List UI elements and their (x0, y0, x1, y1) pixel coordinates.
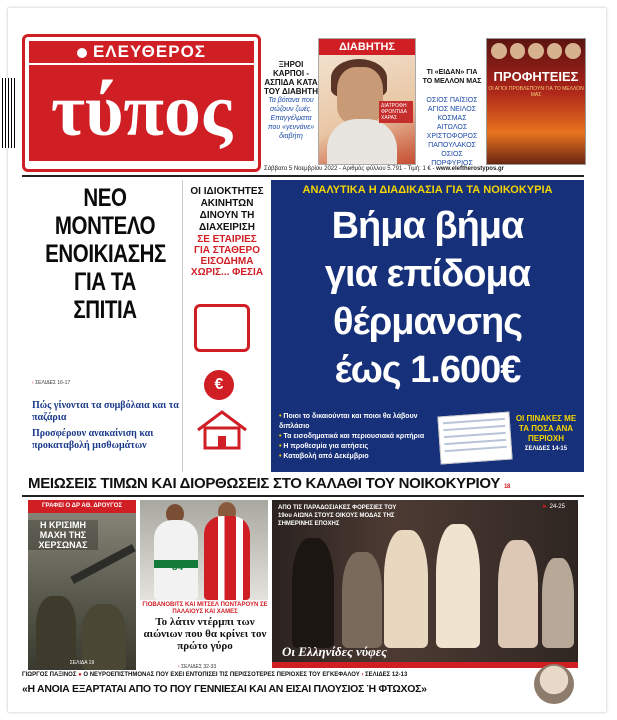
masthead-top-banner (29, 41, 254, 63)
masthead-top-label: ΕΛΕΥΘΕΡΟΣ (92, 42, 207, 61)
soldier-figure (36, 596, 76, 666)
strip-text: ΜΕΙΩΣΕΙΣ ΤΙΜΩΝ ΚΑΙ ΔΙΟΡΘΩΣΕΙΣ ΣΤΟ ΚΑΛΑΘΙ ΤΟΥ ΝΟΙΚΟΚΥΡΙΟΥ (28, 475, 501, 492)
price-cuts-headline (22, 474, 584, 494)
arrow-right-icon: › (361, 672, 364, 678)
kherson-page: ΣΕΛΙΔΑ 19 (69, 660, 95, 666)
magazine-cover (318, 38, 416, 165)
bullet-text: Ποιοι το δικαιούνται και ποιοι θα λάβουν διπλάσιο (279, 413, 418, 430)
kherson-story (28, 500, 136, 670)
heating-allowance-story (271, 180, 584, 472)
story-bullets (279, 412, 439, 462)
promo-diabetes-subtitle: Τα βότανα που σώζουν ζωές. Επαγγέλματα που «γεννάνε» διαβήτη (267, 97, 315, 140)
dress-figure (292, 538, 334, 648)
arrow-right-icon: ► (542, 504, 548, 510)
issue-number: Αριθμός φύλλου 5.791 (342, 166, 403, 172)
story-kicker: ΑΝΑΛΥΤΙΚΑ Η ΔΙΑΔΙΚΑΣΙΑ ΓΙΑ ΤΑ ΝΟΙΚΟΚΥΡΙΑ (302, 184, 553, 196)
house-icon (196, 410, 248, 450)
divider (22, 495, 584, 497)
book-title: ΠΡΟΦΗΤΕΙΕΣ (493, 69, 579, 84)
interview-kicker (22, 672, 512, 678)
headline-line: θέρμανσης (333, 301, 522, 343)
bullet-text: Τα εισοδηματικά και περιουσιακά κριτήρια (283, 433, 425, 440)
dress-figure (342, 552, 382, 648)
bullet-item: • Η προθεσμία για αιτήσεις (279, 443, 369, 450)
issue-date: Σάββατο 5 Νοεμβρίου 2022 (264, 166, 338, 172)
red-underline (272, 662, 578, 668)
lead-subheads (32, 400, 182, 456)
magazine-title: ΔΙΑΒΗΤΗΣ (319, 39, 415, 55)
promo-diabetes-title: ΞΗΡΟΙ ΚΑΡΠΟΙ - ΑΣΠΙΔΑ ΚΑΤΑ ΤΟΥ ΔΙΑΒΗΤΗ (264, 60, 318, 96)
artillery-barrel (70, 544, 136, 584)
bullet-item: • Τα εισοδηματικά και περιουσιακά κριτήρια (279, 433, 425, 440)
newspaper-front-page (8, 8, 606, 712)
dresses-caption: Οι Ελληνίδες νύφες (282, 644, 387, 659)
lead-pages (32, 380, 70, 386)
derby-pages-label: ΣΕΛΙΔΕΣ 32-33 (181, 664, 217, 670)
headline-line: έως 1.600€ (334, 349, 521, 391)
website-link[interactable]: www.eleftherostypos.gr (436, 166, 504, 172)
owners-red-text: ΣΕ ΕΤΑΙΡΙΕΣ ΓΙΑ ΣΤΑΘΕΡΟ ΕΙΣΟΔΗΜΑ ΧΩΡΙΣ... ΦΕΣΙΑ (190, 234, 264, 278)
derby-headline: Το λάτιν ντέρμπι των αιώνιων που θα κρίνει τον πρώτο γύρο (143, 616, 267, 652)
dateline: Σάββατο 5 Νοεμβρίου 2022 - Αριθμός φύλλου 5.791 - Τιμή: 1 € - www.eleftherostypos.gr (264, 166, 504, 172)
book-subtitle: ΟΙ ΑΓΙΟΙ ΠΡΟΒΛΕΠΟΥΝ ΓΙΑ ΤΟ ΜΕΛΛΟΝ ΜΑΣ (488, 86, 584, 98)
strip-page: 18 (503, 484, 511, 490)
bullet-item: • Ποιοι το δικαιούνται και ποιοι θα λάβουν διπλάσιο (279, 413, 418, 430)
dress-figure (542, 558, 574, 648)
caption-text: ΟΙ ΠΙΝΑΚΕΣ ΜΕ ΤΑ ΠΟΣΑ ΑΝΑ ΠΕΡΙΟΧΗ (515, 414, 577, 443)
column-divider (182, 180, 183, 472)
masthead (22, 34, 261, 172)
headline-line: Βήμα βήμα (331, 205, 524, 247)
interview-subject: Ο ΝΕΥΡΟΕΠΙΣΤΗΜΟΝΑΣ ΠΟΥ ΕΧΕΙ ΕΝΤΟΠΙΣΕΙ ΤΙΣ ΠΕΡΙΣΣΟΤΕΡΕΣ ΠΕΡΙΟΧΕΣ ΤΟΥ ΕΓΚΕΦΑΛΟΥ (83, 672, 360, 678)
story-headline (271, 202, 584, 394)
player-red-jersey (204, 516, 250, 600)
dress-figure (436, 524, 480, 648)
lead-pages-label: ΣΕΛΙΔΕΣ 16-17 (35, 380, 71, 386)
interviewee-portrait (534, 664, 574, 704)
promo-prophecies-names: ΟΣΙΟΣ ΠΑΪΣΙΟΣ ΑΓΙΟΣ ΝΕΙΛΟΣ ΚΟΣΜΑΣ ΑΙΤΩΛΟΣ ΧΡΙΣΤΟΦΟΡΟΣ ΠΑΠΟΥΛΑΚΟΣ ΟΣΙΟΣ ΠΟΡΦΥΡΙΟΣ (426, 97, 478, 167)
magazine-badge: ΔΙΑΤΡΟΦΗ ΦΡΟΝΤΙΔΑ ΧΑΡΑΣ (379, 101, 413, 123)
bullet-text: Η προθεσμία για αιτήσεις (283, 443, 369, 450)
saints-portraits (491, 43, 581, 59)
bullet-item: • Καταβολή από Δεκέμβριο (279, 453, 369, 460)
arrow-right-icon: › (178, 664, 180, 670)
lead-subhead: Προσφέρουν ανακαίνιση και προκαταβολή μισθωμάτων (32, 428, 154, 451)
player-green-jersey (154, 520, 198, 600)
kherson-title: Η ΚΡΙΣΙΜΗ ΜΑΧΗ ΤΗΣ ΧΕΡΣΩΝΑΣ (28, 520, 98, 550)
bridal-dresses-story (272, 500, 578, 668)
bullet-text: Καταβολή από Δεκέμβριο (283, 453, 369, 460)
derby-pages (178, 664, 216, 670)
circle-icon (77, 48, 87, 58)
interview-quote: «Η ΑΝΟΙΑ ΕΞΑΡΤΑΤΑΙ ΑΠΟ ΤΟ ΠΟΥ ΓΕΝΝΙΕΣΑΙ ΚΑΙ ΑΝ ΕΙΣΑΙ ΠΛΟΥΣΙΟΣ Ή ΦΤΩΧΟΣ» (22, 683, 427, 695)
owners-headline: ΟΙ ΙΔΙΟΚΤΗΤΕΣ ΑΚΙΝΗΤΩΝ ΔΙΝΟΥΝ ΤΗ ΔΙΑΧΕΙΡΙΣΗ (190, 186, 264, 233)
rates-table-caption (511, 414, 581, 454)
bullet-icon: ● (78, 672, 82, 678)
headline-line: για επίδομα (324, 253, 531, 295)
dress-figure (498, 540, 538, 648)
dresses-pages-label: 24-25 (549, 504, 565, 510)
divider (22, 175, 584, 177)
masthead-logo: τύπος (29, 65, 254, 161)
jersey-number: 34 (172, 562, 184, 573)
hand-key-icon (194, 304, 250, 352)
derby-photo (140, 500, 268, 600)
derby-kicker: ΓΙΟΒΑΝΟΒΙΤΣ ΚΑΙ ΜΙΤΣΕΛ ΠΟΝΤΑΡΟΥΝ ΣΕ ΠΑΛΑΙΟΥΣ ΚΑΙ ΧΑΜΕΣ (142, 602, 268, 615)
cover-model-body (327, 119, 397, 165)
book-cover (486, 38, 586, 165)
issue-price: Τιμή: 1 € (407, 166, 431, 172)
interview-pages: ΣΕΛΙΔΕΣ 12-13 (365, 672, 408, 678)
lead-subhead: Πώς γίνονται τα συμβόλαια και τα παζάρια (32, 400, 179, 423)
dresses-pages (542, 504, 565, 510)
arrow-right-icon: › (32, 380, 34, 386)
rates-table-image (437, 412, 512, 465)
euro-coin-icon: € (204, 370, 234, 400)
promo-prophecies-title: ΤΙ «ΕΙΔΑΝ» ΓΙΑ ΤΟ ΜΕΛΛΟΝ ΜΑΣ (422, 69, 482, 85)
barcode-icon (2, 78, 16, 148)
interview-author: ΓΙΩΡΓΟΣ ΠΑΞΙΝΟΣ (22, 672, 77, 678)
dresses-kicker: ΑΠΟ ΤΙΣ ΠΑΡΑΔΟΣΙΑΚΕΣ ΦΟΡΕΣΙΕΣ ΤΟΥ 19ου ΑΙΩΝΑ ΣΤΟΥΣ ΟΙΚΟΥΣ ΜΟΔΑΣ ΤΗΣ ΣΗΜΕΡΙΝΗΣ ΕΠΟΧΗΣ (278, 505, 397, 527)
author-tag: ΓΡΑΦΕΙ Ο ΔΡ ΑΘ. ΔΡΟΥΓΟΣ (28, 500, 136, 513)
cover-model-face (337, 67, 383, 123)
dress-figure (384, 530, 428, 648)
caption-pages: ΣΕΛΙΔΕΣ 14-15 (524, 446, 568, 452)
lead-headline: ΝΕΟ ΜΟΝΤΕΛΟ ΕΝΟΙΚΙΑΣΗΣ ΓΙΑ ΤΑ ΣΠΙΤΙΑ (45, 184, 166, 324)
